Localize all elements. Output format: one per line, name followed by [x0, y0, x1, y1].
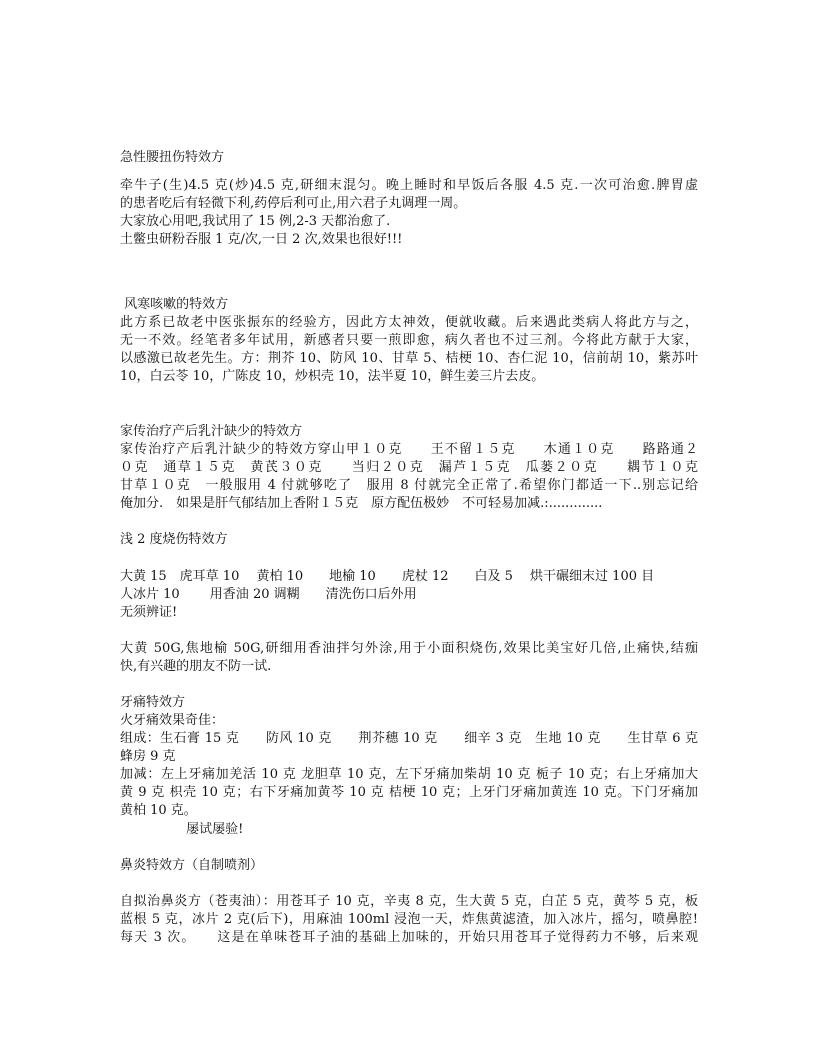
text-line: 每天 3 次。 这是在单味苍耳子油的基础上加味的，开始只用苍耳子觉得药力不够，后来观: [120, 930, 698, 945]
text-line: 无须辨证!: [120, 605, 178, 620]
text-line: 牵牛子(生)4.5 克(炒)4.5 克,研细末混匀。晚上睡时和早饭后各服 4.5 克.一次可治愈.脾胃虚: [120, 178, 698, 193]
text-line: 甘草１０克 一般服用 4 付就够吃了 服用 8 付就完全正常了.希望你门都适一下..别忘记给: [120, 478, 698, 493]
text-line: 自拟治鼻炎方（苍夷油）：用苍耳子 10 克，辛夷 8 克，生大黄 5 克，白芷 5 克，黄芩 5 克，板: [120, 894, 698, 909]
text-line: 蓝根 5 克，冰片 2 克(后下)，用麻油 100ml 浸泡一天，炸焦黄滤渣，加入冰片，摇匀，喷鼻腔!: [120, 912, 698, 927]
text-line: ０克 通草１５克 黄芪３０克 当归２０克 漏芦１５克 瓜蒌２０克 耦节１０克: [120, 460, 698, 475]
section-title: 急性腰扭伤特效方: [120, 150, 225, 165]
section-title: 鼻炎特效方（自制喷剂）: [120, 858, 264, 873]
text-line: 的患者吃后有轻微下利,药停后利可止,用六君子丸调理一周。: [120, 196, 467, 211]
text-line: 俺加分. 如果是肝气郁结加上香附１５克 原方配伍极妙 不可轻易加减.:.............: [120, 496, 603, 511]
text-line: 土鳖虫研粉吞服 1 克/次,一日 2 次,效果也很好!!!: [120, 232, 403, 247]
text-line: 黄 9 克 枳壳 10 克；右下牙痛加黄芩 10 克 桔梗 10 克；上牙门牙痛加黄连 10 克。下门牙痛加: [120, 785, 698, 800]
text-line: 以感激已故老先生。方：荆芥 10、防风 10、甘草 5、桔梗 10、杏仁泥 10，信前胡 10，紫苏叶: [120, 351, 698, 366]
text-line: 屡试屡验!: [120, 822, 244, 837]
text-line: 火牙痛效果奇佳：: [120, 713, 225, 728]
section-title: 风寒咳嗽的特效方: [120, 297, 229, 312]
text-line: 10，白云苓 10，广陈皮 10，炒枳壳 10，法半夏 10，鲜生姜三片去皮。: [120, 369, 545, 384]
text-line: 快,有兴趣的朋友不防一试.: [120, 659, 272, 674]
section-title: 浅 2 度烧伤特效方: [120, 532, 228, 547]
text-line: 此方系已故老中医张振东的经验方，因此方太神效，便就收藏。后来遇此类病人将此方与之，: [120, 315, 698, 330]
text-line: 组成：生石膏 15 克 防风 10 克 荆芥穗 10 克 细辛 3 克 生地 10 克 生甘草 6 克: [120, 731, 698, 746]
text-line: 蜂房 9 克: [120, 749, 176, 764]
text-line: 黄柏 10 克。: [120, 803, 197, 818]
text-line: 加减：左上牙痛加羌活 10 克 龙胆草 10 克，左下牙痛加柴胡 10 克 栀子 10 克；右上牙痛加大: [120, 767, 698, 782]
text-line: 人冰片 10 用香油 20 调糊 清洗伤口后外用: [120, 587, 417, 602]
text-line: 大黄 50G,焦地榆 50G,研细用香油拌匀外涂,用于小面积烧伤,效果比美宝好几倍,止痛快,结痂: [120, 641, 698, 656]
text-line: 大家放心用吧,我试用了 15 例,2-3 天都治愈了.: [120, 214, 391, 229]
section-title: 家传治疗产后乳汁缺少的特效方: [120, 424, 303, 439]
text-line: 大黄 15 虎耳草 10 黄柏 10 地榆 10 虎杖 12 白及 5 烘干碾细末过 100 目: [120, 569, 655, 584]
text-line: 家传治疗产后乳汁缺少的特效方穿山甲１０克 王不留１５克 木通１０克 路路通２: [120, 442, 698, 457]
text-line: 无一不效。经笔者多年试用，新感者只要一煎即愈，病久者也不过三剂。今将此方献于大家，: [120, 333, 698, 348]
section-title: 牙痛特效方: [120, 695, 186, 710]
